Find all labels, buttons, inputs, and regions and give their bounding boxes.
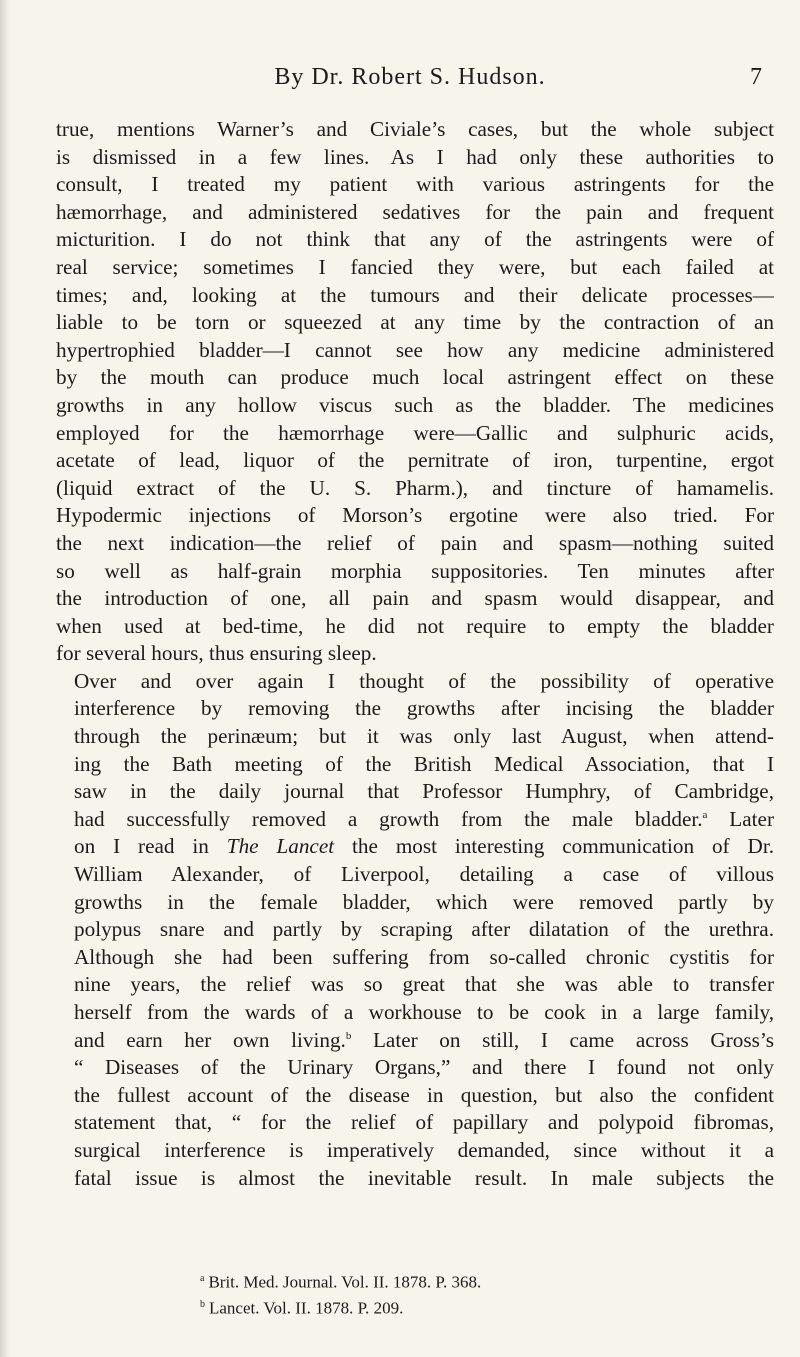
text-segment: Later: [707, 806, 774, 831]
text-segment: and earn her own living.: [74, 1027, 346, 1052]
body-text: [56, 116, 774, 1192]
paragraph-1: [56, 116, 774, 668]
text-line: statement that, “ for the relief of papillary and polypoid fibromas,: [74, 1110, 774, 1135]
text-line: nine years, the relief was so great that she was able to transfer: [74, 972, 774, 997]
paragraph-2: [56, 668, 774, 1192]
text-line: times; and, looking at the tumours and their delicate processes—: [56, 282, 774, 307]
text-line: is dismissed in a few lines. As I had only these authorities to: [56, 144, 774, 169]
text-line: employed for the hæmorrhage were—Gallic and sulphuric acids,: [56, 420, 774, 445]
text-line: consult, I treated my patient with various astringents for the: [56, 172, 774, 197]
footnote-mark: b: [200, 1298, 205, 1310]
text-segment: Later on still, I came across Gross’s: [351, 1027, 774, 1052]
journal-title-italic: The Lancet: [226, 834, 335, 859]
text-line: by the mouth can produce much local astringent effect on these: [56, 365, 774, 390]
text-line: the next indication—the relief of pain and spasm—nothing suited: [56, 530, 774, 555]
text-line: Over and over again I thought of the possibility of operative: [74, 668, 774, 693]
footnote-b: [200, 1294, 680, 1320]
text-line: Although she had been suffering from so-called chronic cystitis for: [74, 944, 774, 969]
text-line: (liquid extract of the U. S. Pharm.), and tincture of hamamelis.: [56, 475, 774, 500]
text-line: through the perinæum; but it was only last August, when attend-: [74, 724, 774, 749]
footnote-ref-a[interactable]: a: [702, 808, 708, 821]
text-line: saw in the daily journal that Professor Humphry, of Cambridge,: [74, 779, 774, 804]
text-line: the fullest account of the disease in question, but also the confident: [74, 1082, 774, 1107]
text-line: true, mentions Warner’s and Civiale’s cases, but the whole subject: [56, 117, 774, 141]
text-line: [56, 1027, 774, 1055]
text-line: fatal issue is almost the inevitable result. In male subjects the: [74, 1165, 774, 1190]
text-line: so well as half-grain morphia suppositories. Ten minutes after: [56, 558, 774, 583]
footnote-a: [200, 1268, 680, 1294]
text-line: the introduction of one, all pain and spasm would disappear, and: [56, 586, 774, 611]
footnote-text: Brit. Med. Journal. Vol. II. 1878. P. 368.: [208, 1272, 482, 1292]
text-segment: the most interesting communication of Dr.: [334, 834, 774, 859]
text-line: for several hours, thus ensuring sleep.: [56, 641, 377, 666]
footnote-mark: a: [200, 1273, 205, 1284]
text-line: when used at bed-time, he did not require to empty the bladder: [56, 613, 774, 638]
text-line: growths in the female bladder, which were removed partly by: [74, 889, 774, 914]
text-line: acetate of lead, liquor of the pernitrate of iron, turpentine, ergot: [56, 448, 774, 473]
text-line: ing the Bath meeting of the British Medical Association, that I: [74, 751, 774, 776]
text-segment: had successfully removed a growth from the male bladder.: [74, 806, 703, 831]
text-line: polypus snare and partly by scraping after dilatation of the urethra.: [74, 917, 774, 942]
text-line: herself from the wards of a workhouse to be cook in a large family,: [74, 1000, 774, 1024]
running-head: By Dr. Robert S. Hudson.: [274, 64, 546, 90]
text-line: micturition. I do not think that any of the astringents were of: [56, 227, 774, 252]
page-number: 7: [750, 64, 762, 90]
text-segment: on I read in: [74, 834, 227, 859]
text-line: surgical interference is imperatively demanded, since without it a: [74, 1137, 774, 1162]
text-line: hypertrophied bladder—I cannot see how any medicine administered: [56, 337, 774, 362]
text-line: real service; sometimes I fancied they were, but each failed at: [56, 254, 774, 279]
text-line: “ Diseases of the Urinary Organs,” and there I found not only: [74, 1055, 774, 1080]
text-line: liable to be torn or squeezed at any time by the contraction of an: [56, 310, 774, 335]
page-gutter-shadow: [0, 0, 10, 1357]
text-line: [56, 833, 774, 861]
text-line: growths in any hollow viscus such as the bladder. The medicines: [56, 392, 774, 417]
text-line: William Alexander, of Liverpool, detailing a case of villous: [74, 862, 774, 887]
text-line: [56, 806, 774, 834]
text-line: interference by removing the growths after incising the bladder: [74, 696, 774, 721]
footnote-text: Lancet. Vol. II. 1878. P. 209.: [209, 1298, 404, 1318]
text-line: hæmorrhage, and administered sedatives for the pain and frequent: [56, 199, 774, 224]
footnote-ref-b[interactable]: b: [345, 1029, 352, 1042]
text-line: Hypodermic injections of Morson’s ergotine were also tried. For: [56, 503, 774, 528]
footnotes: [200, 1268, 680, 1319]
page-header: [0, 64, 800, 104]
